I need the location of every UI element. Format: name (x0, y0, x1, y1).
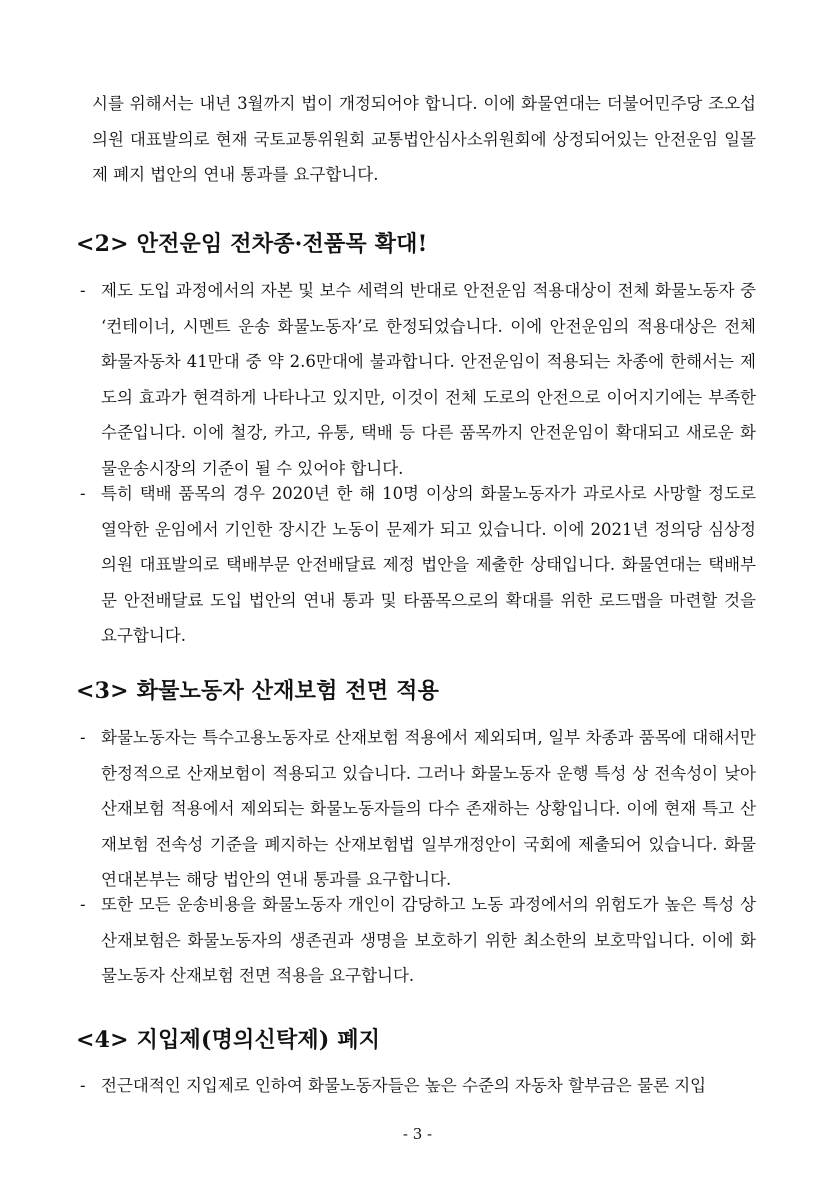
bullet-dash: - (80, 895, 86, 914)
page-number: - 3 - (402, 1125, 433, 1143)
list-item (80, 273, 756, 486)
section-heading-2: <2> 안전운임 전차종·전품목 확대! (76, 231, 428, 257)
list-item-text: 또한 모든 운송비용을 화물노동자 개인이 감당하고 노동 과정에서의 위험도가 높은 특성 상 산재보험은 화물노동자의 생존권과 생명을 보호하기 위한 최소한의 보호막입니다. 이에 화물노동자 산재보험 전면 적용을 요구합니다. (101, 895, 756, 985)
bullet-dash: - (80, 728, 86, 747)
intro-paragraph: 시를 위해서는 내년 3월까지 법이 개정되어야 합니다. 이에 화물연대는 더불어민주당 조오섭의원 대표발의로 현재 국토교통위원회 교통법안심사소위원회에 상정되어있는 안전운임 일몰제 폐지 법안의 연내 통과를 요구합니다. (92, 94, 756, 184)
section-heading-3: <3> 화물노동자 산재보험 전면 적용 (76, 678, 440, 704)
list-item (80, 1068, 756, 1104)
list-item-text: 제도 도입 과정에서의 자본 및 보수 세력의 반대로 안전운임 적용대상이 전체 화물노동자 중 ‘컨테이너, 시멘트 운송 화물노동자’로 한정되었습니다. 이에 안전운임의 적용대상은 전체 화물자동차 41만대 중 약 2.6만대에 불과합니다. 안전운임이 적용되는 차종에 한해서는 제도의 효과가 현격하게 나타나고 있지만, 이것이 전체 도로의 안전으로 이어지기에는 부족한 수준입니다. 이에 철강, 카고, 유통, 택배 등 다른 품목까지 안전운임이 확대되고 새로운 화물운송시장의 기준이 될 수 있어야 합니다. (101, 281, 756, 478)
list-item (80, 476, 756, 654)
list-item-text: 전근대적인 지입제로 인하여 화물노동자들은 높은 수준의 자동차 할부금은 물론 지입 (101, 1076, 707, 1095)
bullet-dash: - (80, 1076, 86, 1095)
bullet-dash: - (80, 281, 86, 300)
list-item-text: 특히 택배 품목의 경우 2020년 한 해 10명 이상의 화물노동자가 과로사로 사망할 정도로 열악한 운임에서 기인한 장시간 노동이 문제가 되고 있습니다. 이에 2021년 정의당 심상정의원 대표발의로 택배부문 안전배달료 제정 법안을 제출한 상태입니다. 화물연대는 택배부문 안전배달료 도입 법안의 연내 통과 및 타품목으로의 확대를 위한 로드맵을 마련할 것을 요구합니다. (101, 484, 756, 645)
bullet-dash: - (80, 484, 86, 503)
list-item (80, 720, 756, 898)
list-item (80, 887, 756, 994)
section-heading-4: <4> 지입제(명의신탁제) 폐지 (76, 1027, 381, 1053)
list-item-text: 화물노동자는 특수고용노동자로 산재보험 적용에서 제외되며, 일부 차종과 품목에 대해서만 한정적으로 산재보험이 적용되고 있습니다. 그러나 화물노동자 운행 특성 상 전속성이 낮아 산재보험 적용에서 제외되는 화물노동자들의 다수 존재하는 상황입니다. 이에 현재 특고 산재보험 전속성 기준을 폐지하는 산재보험법 일부개정안이 국회에 제출되어 있습니다. 화물연대본부는 해당 법안의 연내 통과를 요구합니다. (101, 728, 756, 889)
